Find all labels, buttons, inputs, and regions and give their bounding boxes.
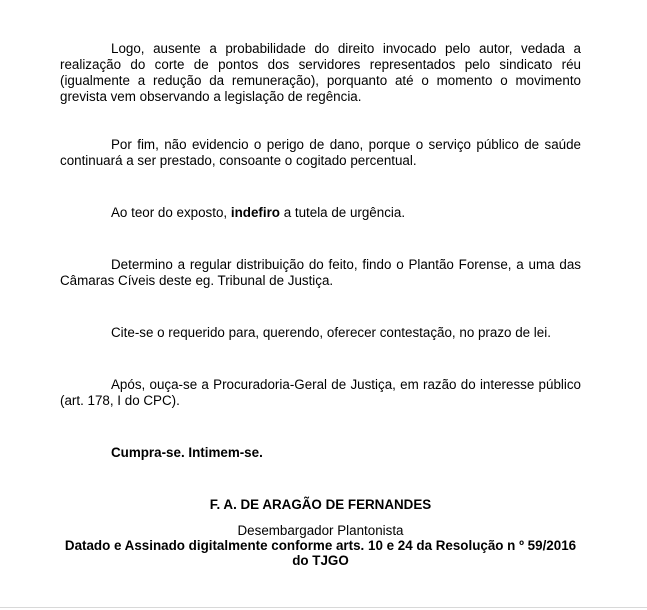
signatory-name: F. A. DE ARAGÃO DE FERNANDES <box>209 497 432 512</box>
decision-verdict: indefiro <box>230 205 280 220</box>
paragraph-citation: Cite-se o requerido para, querendo, oferecer contestação, no prazo de lei. <box>111 325 551 340</box>
paragraph-decision <box>60 205 581 221</box>
paragraph-closing-order: Cumpra-se. Intimem-se. <box>111 445 263 460</box>
digital-signature-note: Datado e Assinado digitalmente conforme arts. 10 e 24 da Resolução n º 59/2016 do TJGO <box>64 538 577 568</box>
signatory-role: Desembargador Plantonista <box>237 523 404 538</box>
paragraph-distribution: Determino a regular distribuição do feito, findo o Plantão Forense, a uma das Câmaras Cíveis deste eg. Tribunal de Justiça. <box>60 257 581 288</box>
page-bottom-divider <box>0 607 647 608</box>
decision-text-before: Ao teor do exposto, <box>111 205 231 220</box>
paragraph-attorney-general: Após, ouça-se a Procuradoria-Geral de Justiça, em razão do interesse público (art. 178, I do CPC). <box>60 377 581 408</box>
paragraph-no-danger: Por fim, não evidencio o perigo de dano, porque o serviço público de saúde continuará a ser prestado, consoante o cogitado percentual. <box>60 137 581 168</box>
decision-text-after: a tutela de urgência. <box>279 205 406 220</box>
paragraph-conclusion-probability: Logo, ausente a probabilidade do direito invocado pelo autor, vedada a realização do corte de pontos dos servidores representados pelo sindicato réu (igualmente a redução da remuneração), porquanto até o momento o movimento grevista vem observando a legislação de regência. <box>60 41 581 104</box>
